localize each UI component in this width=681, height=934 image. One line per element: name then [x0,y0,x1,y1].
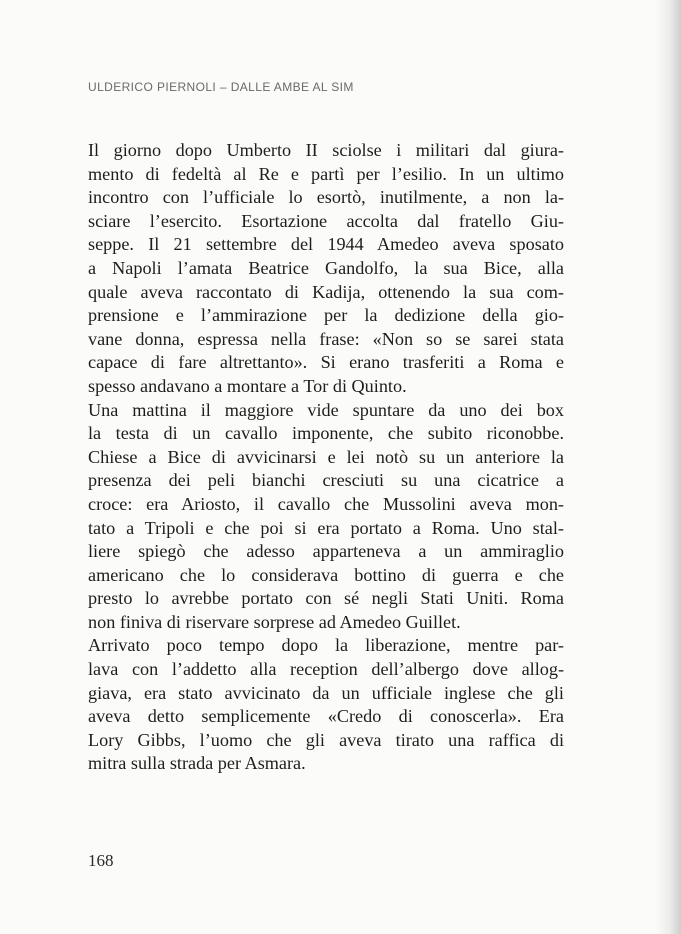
text-line: presto lo avrebbe portato con sé negli Stati Uniti. Roma [88,588,564,609]
text-line: Chiese a Bice di avvicinarsi e lei notò su un anteriore la [88,446,564,467]
text-line: Lory Gibbs, l’uomo che gli aveva tirato una raffica di [88,729,564,750]
text-line: giava, era stato avvicinato da un ufficiale inglese che gli [88,682,564,703]
text-line: incontro con l’ufficiale lo esortò, inutilmente, a non la- [88,187,564,208]
text-line: mitra sulla strada per Asmara. [88,753,306,774]
body-text [88,139,564,776]
text-line: aveva detto semplicemente «Credo di conoscerla». Era [88,706,564,727]
text-line: seppe. Il 21 settembre del 1944 Amedeo aveva sposato [88,234,564,255]
text-line: mento di fedeltà al Re e partì per l’esilio. In un ultimo [88,163,564,184]
text-line: quale aveva raccontato di Kadija, ottenendo la sua com- [88,281,564,302]
text-line: non finiva di riservare sorprese ad Amedeo Guillet. [88,611,461,632]
text-line: presenza dei peli bianchi cresciuti su una cicatrice a [88,470,564,491]
page-number: 168 [88,851,114,870]
text-line: spesso andavano a montare a Tor di Quinto. [88,375,407,396]
page-edge-shadow [655,0,681,934]
paragraph [88,634,564,776]
text-line: la testa di un cavallo imponente, che subito riconobbe. [88,423,564,444]
text-line: sciare l’esercito. Esortazione accolta dal fratello Giu- [88,210,564,231]
text-line: capace di fare altrettanto». Si erano trasferiti a Roma e [88,352,564,373]
text-line: a Napoli l’amata Beatrice Gandolfo, la sua Bice, alla [88,257,564,278]
text-line: tato a Tripoli e che poi si era portato a Roma. Uno stal- [88,517,564,538]
paragraph [88,399,564,635]
text-line: vane donna, espressa nella frase: «Non so se sarei stata [88,328,564,349]
text-line: lava con l’addetto alla reception dell’albergo dove allog- [88,659,564,680]
paragraph [88,139,564,399]
text-line: prensione e l’ammirazione per la dedizione della gio- [88,305,564,326]
text-line: liere spiegò che adesso apparteneva a un ammiraglio [88,541,564,562]
running-head: ULDERICO PIERNOLI – DALLE AMBE AL SIM [88,80,354,94]
text-line: Una mattina il maggiore vide spuntare da uno dei box [88,399,564,420]
text-line: croce: era Ariosto, il cavallo che Mussolini aveva mon- [88,493,564,514]
text-line: americano che lo considerava bottino di guerra e che [88,564,564,585]
text-line: Il giorno dopo Umberto II sciolse i militari dal giura- [88,140,564,160]
text-line: Arrivato poco tempo dopo la liberazione, mentre par- [88,635,564,656]
